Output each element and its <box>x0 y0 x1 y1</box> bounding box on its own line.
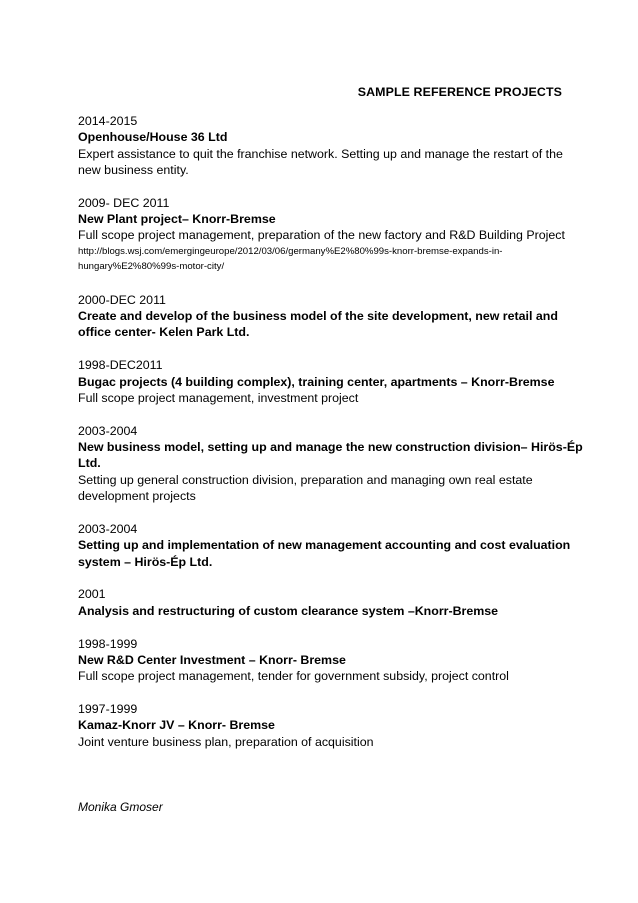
footer-author: Monika Gmoser <box>78 800 163 814</box>
project-name: Create and develop of the business model of the site development, new retail and <box>78 309 558 324</box>
project-entry <box>78 357 568 406</box>
project-period: 1997-1999 <box>78 702 138 717</box>
project-description: new business entity. <box>78 162 189 177</box>
project-name: system – Hirös-Ép Ltd. <box>78 554 213 569</box>
project-period: 2009- DEC 2011 <box>78 195 170 210</box>
project-period: 1998-DEC2011 <box>78 358 163 373</box>
project-name: Bugac projects (4 building complex), training center, apartments – Knorr-Bremse <box>78 374 555 389</box>
page-title: SAMPLE REFERENCE PROJECTS <box>357 85 562 99</box>
project-list <box>78 113 583 767</box>
project-period: 2003-2004 <box>78 521 138 536</box>
project-description: Full scope project management, tender for government subsidy, project control <box>78 669 509 684</box>
project-period: 2014-2015 <box>78 114 138 128</box>
project-name: office center- Kelen Park Ltd. <box>78 325 250 340</box>
project-period: 2000-DEC 2011 <box>78 292 166 307</box>
project-name: Openhouse/House 36 Ltd <box>78 130 228 145</box>
project-description: Full scope project management, preparation of the new factory and R&D Building Project <box>78 228 565 243</box>
project-name: New R&D Center Investment – Knorr- Bremse <box>78 652 346 667</box>
project-description: Setting up general construction division, preparation and managing own real estate <box>78 472 533 487</box>
project-entry <box>78 113 568 178</box>
project-name: Setting up and implementation of new management accounting and cost evaluation <box>78 538 571 553</box>
project-name: New Plant project– Knorr-Bremse <box>78 212 276 227</box>
project-entry <box>78 586 568 619</box>
project-description: Joint venture business plan, preparation of acquisition <box>78 734 374 749</box>
project-entry <box>78 521 571 570</box>
project-description: Expert assistance to quit the franchise network. Setting up and manage the restart of the <box>78 146 563 161</box>
project-description: development projects <box>78 489 196 504</box>
project-period: 2001 <box>78 587 106 602</box>
project-name: Kamaz-Knorr JV – Knorr- Bremse <box>78 718 275 733</box>
project-entry <box>78 292 568 341</box>
project-description: Full scope project management, investment project <box>78 390 359 405</box>
project-entry <box>78 701 568 750</box>
project-name: Ltd. <box>78 456 101 471</box>
project-entry <box>78 195 568 275</box>
project-name: Analysis and restructuring of custom clearance system –Knorr-Bremse <box>78 603 499 618</box>
project-period: 2003-2004 <box>78 423 138 438</box>
project-link[interactable]: http://blogs.wsj.com/emergingeurope/2012/03/06/germany%E2%80%99s-knorr-bremse-expands-in- <box>78 245 503 257</box>
project-entry <box>78 423 583 504</box>
project-name: New business model, setting up and manage the new construction division– Hirös-Ép <box>78 440 583 455</box>
project-link[interactable]: hungary%E2%80%99s-motor-city/ <box>78 261 225 273</box>
project-period: 1998-1999 <box>78 636 138 651</box>
project-entry <box>78 636 568 685</box>
